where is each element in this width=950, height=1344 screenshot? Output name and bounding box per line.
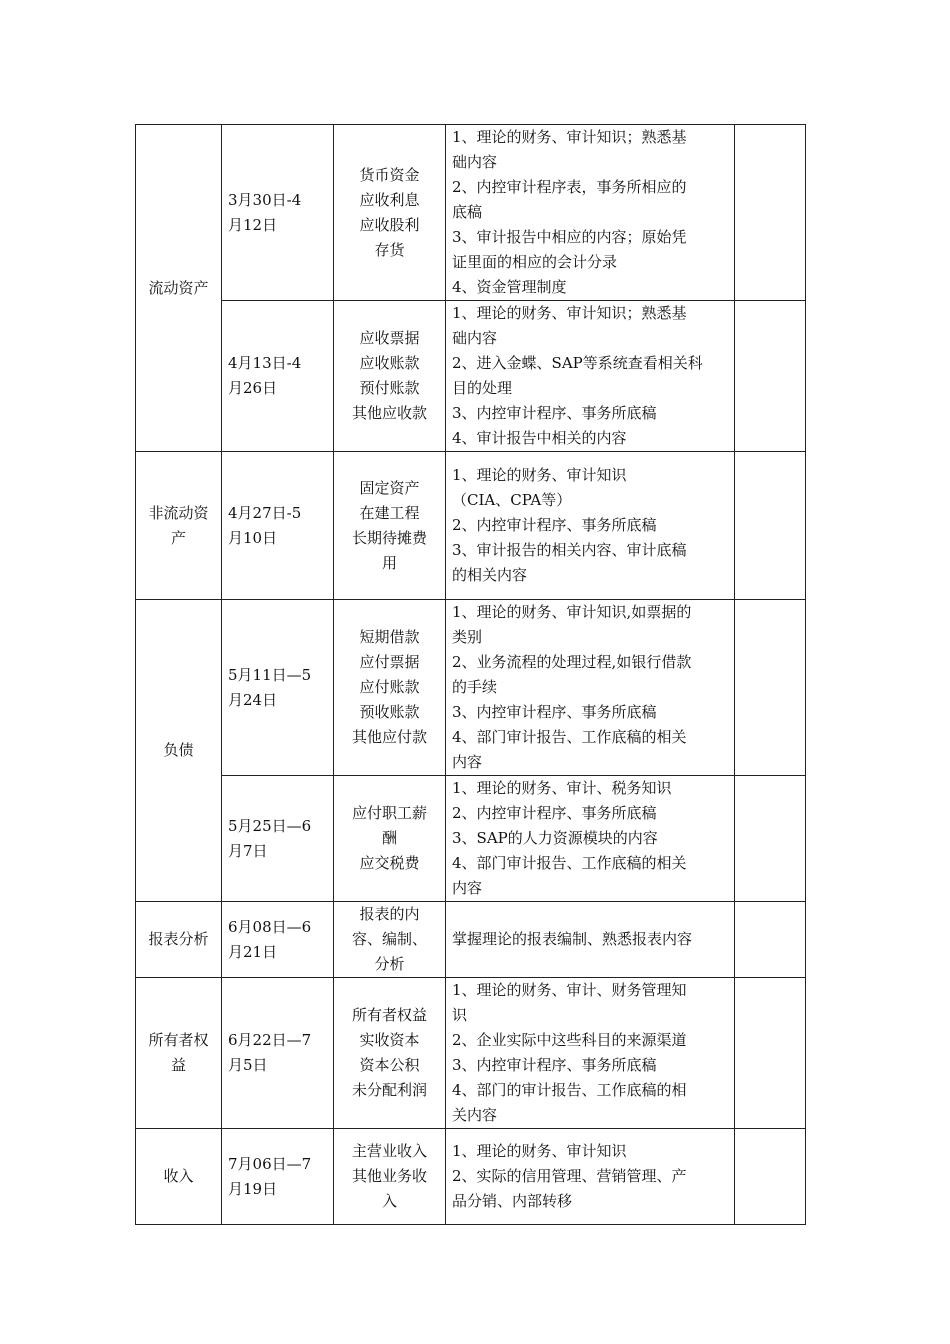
- period-line: 4月13日-4: [228, 354, 302, 372]
- item-line: 在建工程: [359, 503, 420, 522]
- note-cell: [735, 902, 806, 978]
- item-line: 其他业务收: [351, 1167, 427, 1185]
- period-line: 6月22日—7: [228, 1031, 312, 1049]
- content-line: 础内容: [452, 153, 498, 171]
- note-cell: [735, 301, 806, 452]
- period-line: 4月27日-5: [228, 503, 302, 522]
- note-cell: [735, 978, 806, 1129]
- content-line: 的手续: [452, 678, 498, 696]
- content-line: 底稿: [452, 203, 483, 221]
- period-cell: [222, 1129, 334, 1225]
- category-cell: [136, 452, 222, 600]
- category-label: 负债: [163, 741, 194, 759]
- content-line: 掌握理论的报表编制、熟悉报表内容: [452, 930, 693, 948]
- content-line: 4、部门的审计报告、工作底稿的相: [452, 1081, 687, 1099]
- category-label: 产: [170, 528, 186, 547]
- item-line: 应收股利: [359, 215, 420, 234]
- content-cell: [446, 1129, 735, 1225]
- item-line: 酬: [381, 829, 397, 847]
- content-cell: [446, 776, 735, 902]
- period-cell: [222, 301, 334, 452]
- item-line: 应付票据: [359, 653, 420, 671]
- content-line: 1、理论的财务、审计、税务知识: [452, 779, 672, 797]
- category-label: 益: [170, 1056, 186, 1074]
- category-label: 流动资产: [148, 278, 209, 297]
- table-row: [136, 776, 806, 902]
- table-row: [136, 452, 806, 600]
- item-line: 应收票据: [359, 329, 420, 347]
- item-line: 应收账款: [359, 354, 420, 372]
- items-cell: [334, 452, 446, 600]
- note-cell: [735, 125, 806, 301]
- period-cell: [222, 902, 334, 978]
- category-label: 非流动资: [148, 503, 209, 522]
- items-cell: [334, 301, 446, 452]
- content-line: 2、内控审计程序、事务所底稿: [452, 804, 657, 822]
- category-cell: [136, 1129, 222, 1225]
- content-line: 1、理论的财务、审计知识,如票据的: [452, 603, 692, 621]
- content-line: 的相关内容: [452, 566, 528, 584]
- period-line: 月21日: [228, 942, 278, 961]
- item-line: 分析: [374, 955, 405, 973]
- note-cell: [735, 452, 806, 600]
- items-cell: [334, 902, 446, 978]
- item-line: 货币资金: [359, 165, 420, 184]
- table-row: [136, 600, 806, 776]
- item-line: 主营业收入: [351, 1142, 427, 1160]
- items-cell: [334, 600, 446, 776]
- period-line: 7月06日—7: [228, 1154, 312, 1173]
- period-cell: [222, 978, 334, 1129]
- table-row: [136, 301, 806, 452]
- content-line: 1、理论的财务、审计知识: [452, 466, 627, 484]
- content-line: 内容: [452, 879, 483, 897]
- items-cell: [334, 978, 446, 1129]
- category-cell: [136, 978, 222, 1129]
- content-line: 3、内控审计程序、事务所底稿: [452, 404, 657, 422]
- content-line: 3、审计报告的相关内容、审计底稿: [452, 541, 687, 559]
- item-line: 预付账款: [359, 379, 420, 397]
- content-line: 础内容: [452, 329, 498, 347]
- content-line: 3、内控审计程序、事务所底稿: [452, 1056, 657, 1074]
- period-line: 月26日: [228, 379, 278, 397]
- content-line: 内容: [452, 753, 483, 771]
- item-line: 应收利息: [359, 190, 420, 209]
- item-line: 应付职工薪: [351, 804, 427, 822]
- items-cell: [334, 125, 446, 301]
- item-line: 应交税费: [359, 854, 420, 872]
- item-line: 实收资本: [359, 1031, 420, 1049]
- content-cell: [446, 600, 735, 776]
- content-cell: [446, 978, 735, 1129]
- content-line: 3、SAP的人力资源模块的内容: [452, 829, 658, 847]
- category-cell: [136, 125, 222, 452]
- table-row: [136, 1129, 806, 1225]
- period-line: 月24日: [228, 690, 278, 709]
- content-line: 2、内控审计程序、事务所底稿: [452, 516, 657, 534]
- item-line: 长期待摊费: [351, 528, 427, 547]
- item-line: 其他应收款: [351, 404, 427, 422]
- content-line: 关内容: [452, 1106, 498, 1124]
- content-line: 1、理论的财务、审计、财务管理知: [452, 981, 687, 999]
- note-cell: [735, 776, 806, 902]
- category-label: 收入: [163, 1167, 194, 1185]
- period-cell: [222, 125, 334, 301]
- content-line: 2、业务流程的处理过程,如银行借款: [452, 653, 692, 671]
- table-row: [136, 125, 806, 301]
- content-line: （CIA、CPA等）: [452, 491, 572, 509]
- period-cell: [222, 452, 334, 600]
- period-line: 5月11日—5: [228, 665, 312, 684]
- period-cell: [222, 776, 334, 902]
- content-line: 2、进入金蝶、SAP等系统查看相关科: [452, 354, 703, 372]
- items-cell: [334, 1129, 446, 1225]
- content-cell: [446, 301, 735, 452]
- content-line: 品分销、内部转移: [452, 1192, 573, 1210]
- item-line: 入: [381, 1192, 397, 1210]
- period-line: 月19日: [228, 1179, 278, 1198]
- period-line: 3月30日-4: [228, 190, 302, 209]
- table-row: [136, 902, 806, 978]
- item-line: 报表的内: [359, 905, 420, 923]
- content-cell: [446, 125, 735, 301]
- item-line: 应付账款: [359, 678, 420, 696]
- item-line: 未分配利润: [351, 1081, 427, 1099]
- category-cell: [136, 902, 222, 978]
- item-line: 用: [381, 553, 397, 572]
- item-line: 预收账款: [359, 703, 420, 721]
- note-cell: [735, 1129, 806, 1225]
- note-cell: [735, 600, 806, 776]
- period-line: 月7日: [228, 841, 268, 860]
- content-line: 识: [452, 1006, 468, 1024]
- period-cell: [222, 600, 334, 776]
- content-line: 4、审计报告中相关的内容: [452, 429, 627, 447]
- content-line: 4、部门审计报告、工作底稿的相关: [452, 854, 687, 872]
- table-row: [136, 978, 806, 1129]
- content-line: 2、实际的信用管理、营销管理、产: [452, 1167, 687, 1185]
- item-line: 短期借款: [359, 628, 420, 646]
- item-line: 所有者权益: [351, 1006, 427, 1024]
- content-line: 2、内控审计程序表，事务所相应的: [452, 178, 687, 196]
- item-line: 容、编制、: [351, 930, 427, 948]
- content-line: 4、部门审计报告、工作底稿的相关: [452, 728, 687, 746]
- item-line: 其他应付款: [351, 728, 427, 746]
- item-line: 固定资产: [359, 478, 420, 497]
- category-cell: [136, 600, 222, 902]
- content-line: 类别: [452, 628, 483, 646]
- content-line: 1、理论的财务、审计知识；熟悉基: [452, 128, 687, 146]
- content-line: 目的处理: [452, 379, 513, 397]
- content-line: 3、内控审计程序、事务所底稿: [452, 703, 657, 721]
- period-line: 月12日: [228, 215, 278, 234]
- content-line: 证里面的相应的会计分录: [452, 253, 618, 271]
- content-line: 3、审计报告中相应的内容；原始凭: [452, 228, 687, 246]
- category-label: 所有者权: [148, 1031, 209, 1049]
- content-line: 1、理论的财务、审计知识: [452, 1142, 627, 1160]
- item-line: 资本公积: [359, 1056, 420, 1074]
- category-label: 报表分析: [148, 930, 209, 948]
- items-cell: [334, 776, 446, 902]
- period-line: 月10日: [228, 528, 278, 547]
- content-line: 1、理论的财务、审计知识；熟悉基: [452, 304, 687, 322]
- period-line: 6月08日—6: [228, 917, 312, 936]
- period-line: 月5日: [228, 1056, 268, 1074]
- item-line: 存货: [374, 240, 405, 259]
- period-line: 5月25日—6: [228, 816, 312, 835]
- content-line: 2、企业实际中这些科目的来源渠道: [452, 1031, 687, 1049]
- content-cell: [446, 902, 735, 978]
- study-plan-table: [135, 124, 806, 1225]
- content-cell: [446, 452, 735, 600]
- content-line: 4、资金管理制度: [452, 278, 567, 296]
